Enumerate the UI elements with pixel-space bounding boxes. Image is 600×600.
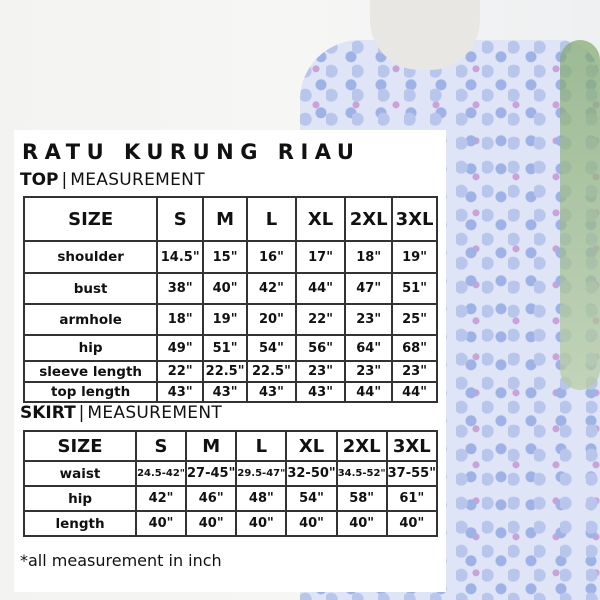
measurement-value: 61" — [387, 486, 437, 511]
measurement-value: 18" — [157, 304, 203, 335]
table-row — [24, 241, 437, 273]
measurement-value: 44" — [392, 382, 437, 402]
measurement-value: 54" — [247, 335, 296, 361]
measurement-label: waist — [24, 461, 136, 486]
measurement-value: 38" — [157, 273, 203, 304]
size-column-header: SIZE — [24, 197, 157, 241]
table-row — [24, 335, 437, 361]
table-row — [24, 461, 437, 486]
table-row — [24, 511, 437, 536]
measurement-value: 56" — [296, 335, 345, 361]
measurement-label: bust — [24, 273, 157, 304]
skirt-label: SKIRT — [20, 403, 76, 423]
measurement-label: hip — [24, 486, 136, 511]
skirt-size-table — [23, 430, 438, 537]
size-header: 2XL — [337, 431, 387, 461]
measurement-label: length — [24, 511, 136, 536]
measurement-value: 23" — [296, 361, 345, 382]
measurement-value: 48" — [236, 486, 286, 511]
measurement-value: 44" — [345, 382, 392, 402]
measurement-value: 22.5" — [247, 361, 296, 382]
measurement-value: 15" — [203, 241, 247, 273]
size-header: 2XL — [345, 197, 392, 241]
measurement-value: 25" — [392, 304, 437, 335]
skirt-section-heading: SKIRT | MEASUREMENT — [20, 403, 223, 423]
measurement-value: 42" — [247, 273, 296, 304]
size-column-header: SIZE — [24, 431, 136, 461]
measurement-value: 46" — [186, 486, 236, 511]
size-header: S — [157, 197, 203, 241]
top-size-table — [23, 196, 438, 403]
measurement-value: 29.5-47" — [236, 461, 286, 486]
size-header: L — [236, 431, 286, 461]
measurement-value: 42" — [136, 486, 186, 511]
measurement-label: top length — [24, 382, 157, 402]
measurement-value: 27-45" — [186, 461, 236, 486]
table-row — [24, 273, 437, 304]
table-row — [24, 486, 437, 511]
measurement-label: sleeve length — [24, 361, 157, 382]
measurement-value: 40" — [387, 511, 437, 536]
measurement-value: 19" — [392, 241, 437, 273]
measurement-label: MEASUREMENT — [70, 170, 205, 190]
table-row — [24, 382, 437, 402]
measurement-value: 22" — [296, 304, 345, 335]
measurement-value: 23" — [392, 361, 437, 382]
table-row — [24, 304, 437, 335]
size-header: M — [203, 197, 247, 241]
measurement-value: 18" — [345, 241, 392, 273]
measurement-value: 64" — [345, 335, 392, 361]
measurement-value: 47" — [345, 273, 392, 304]
measurement-value: 40" — [136, 511, 186, 536]
size-header: XL — [286, 431, 336, 461]
product-title: RATU KURUNG RIAU — [22, 140, 361, 164]
measurement-value: 51" — [203, 335, 247, 361]
measurement-value: 51" — [392, 273, 437, 304]
measurement-value: 58" — [337, 486, 387, 511]
measurement-value: 24.5-42" — [136, 461, 186, 486]
measurement-value: 40" — [236, 511, 286, 536]
measurement-value: 37-55" — [387, 461, 437, 486]
measurement-value: 40" — [186, 511, 236, 536]
measurement-label: armhole — [24, 304, 157, 335]
measurement-label: MEASUREMENT — [87, 403, 223, 423]
measurement-value: 32-50" — [286, 461, 336, 486]
top-section-heading: TOP | MEASUREMENT — [20, 170, 205, 190]
measurement-value: 17" — [296, 241, 345, 273]
size-header: M — [186, 431, 236, 461]
measurement-value: 23" — [345, 304, 392, 335]
measurement-value: 23" — [345, 361, 392, 382]
table-row — [24, 361, 437, 382]
measurement-value: 14.5" — [157, 241, 203, 273]
header-row — [24, 431, 437, 461]
measurement-value: 40" — [203, 273, 247, 304]
measurement-value: 44" — [296, 273, 345, 304]
measurement-label: hip — [24, 335, 157, 361]
measurement-value: 16" — [247, 241, 296, 273]
size-header: S — [136, 431, 186, 461]
measurement-value: 22.5" — [203, 361, 247, 382]
measurement-value: 43" — [157, 382, 203, 402]
size-header: XL — [296, 197, 345, 241]
measurement-value: 34.5-52" — [337, 461, 387, 486]
measurement-value: 68" — [392, 335, 437, 361]
measurement-value: 54" — [286, 486, 336, 511]
header-row — [24, 197, 437, 241]
measurement-label: shoulder — [24, 241, 157, 273]
measurement-value: 43" — [296, 382, 345, 402]
measurement-value: 22" — [157, 361, 203, 382]
measurement-value: 49" — [157, 335, 203, 361]
size-header: 3XL — [392, 197, 437, 241]
measurement-value: 43" — [247, 382, 296, 402]
background-plant — [560, 40, 600, 390]
size-header: 3XL — [387, 431, 437, 461]
top-label: TOP — [20, 170, 59, 190]
footnote: *all measurement in inch — [20, 551, 222, 570]
size-header: L — [247, 197, 296, 241]
measurement-value: 19" — [203, 304, 247, 335]
measurement-value: 40" — [286, 511, 336, 536]
measurement-value: 43" — [203, 382, 247, 402]
measurement-value: 40" — [337, 511, 387, 536]
measurement-value: 20" — [247, 304, 296, 335]
